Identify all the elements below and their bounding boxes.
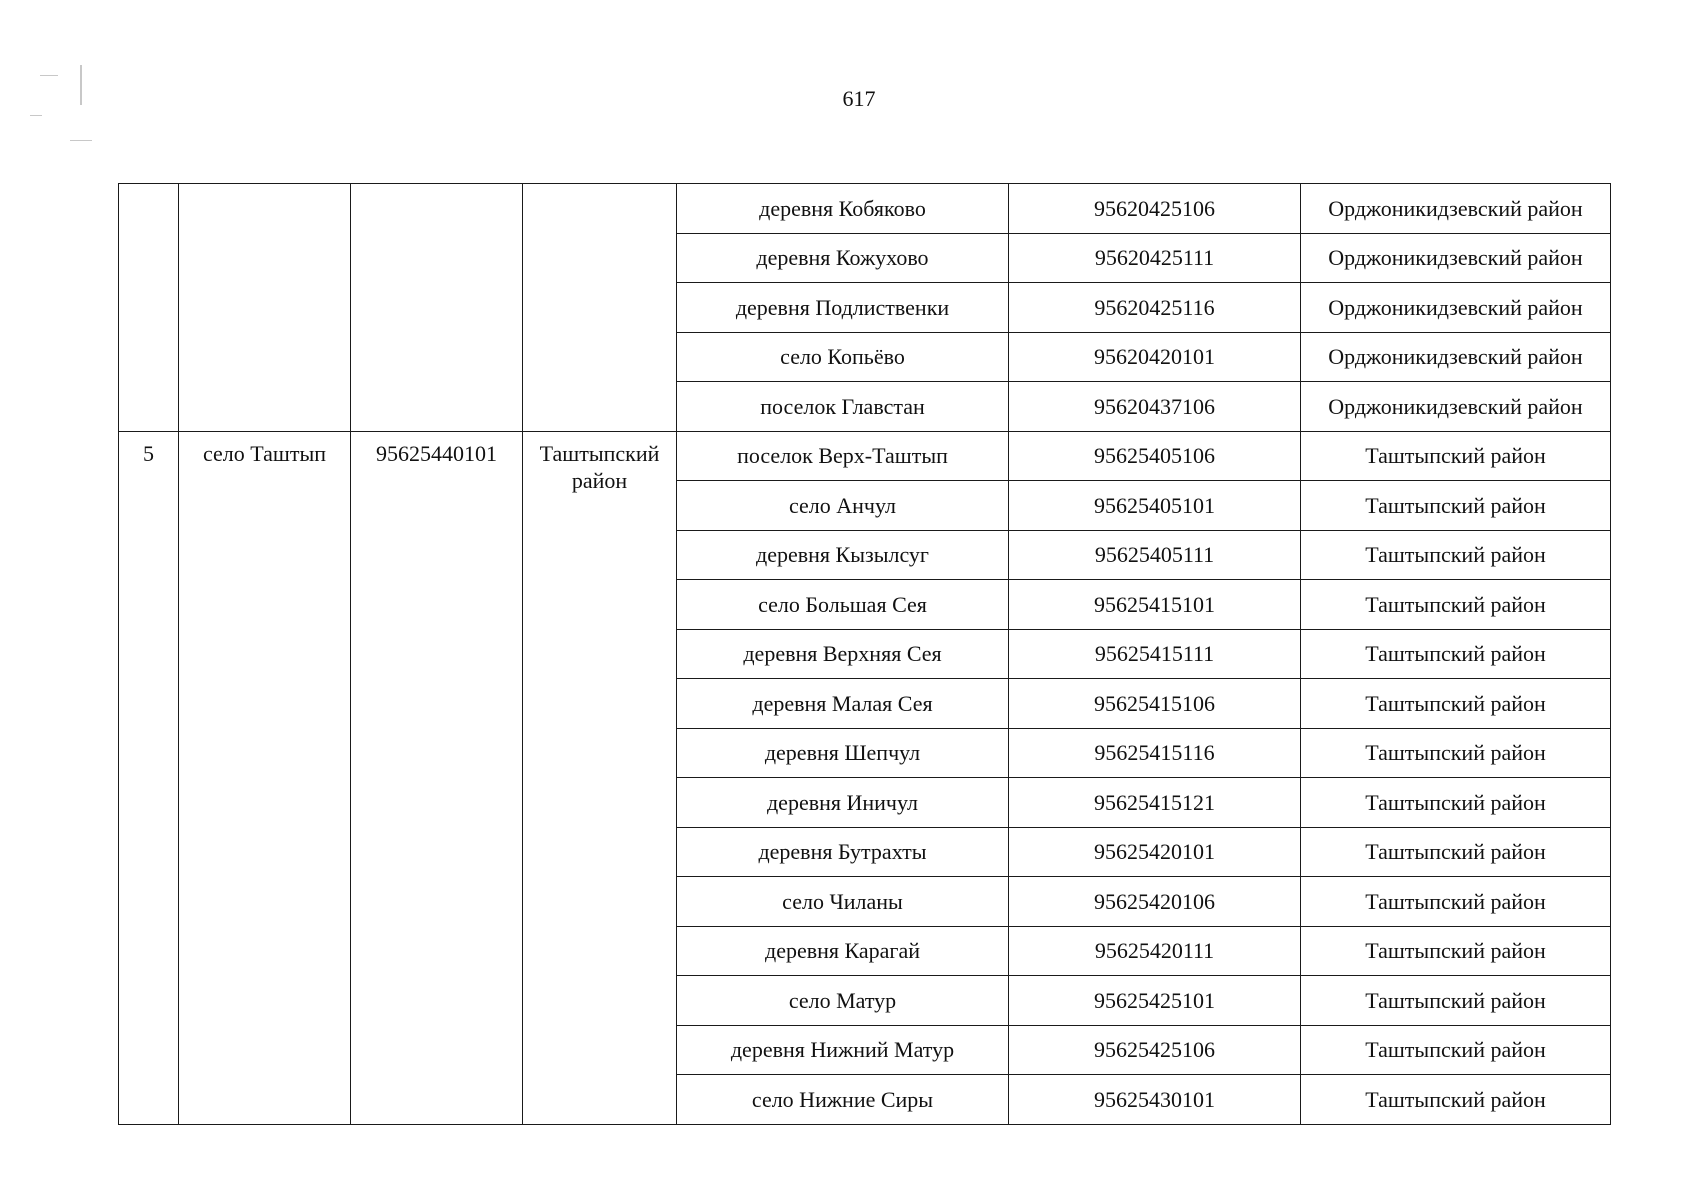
row-number-cell: 5 [119,431,179,1124]
settlement-name-cell: село Большая Сея [677,580,1009,630]
table-row [119,184,1611,234]
settlement-district-cell: Таштыпский район [1301,1025,1611,1075]
settlement-name-cell: деревня Кызылсуг [677,530,1009,580]
settlement-name-cell: поселок Верх-Таштып [677,431,1009,481]
settlement-name-cell: поселок Главстан [677,382,1009,432]
settlement-district-cell: Орджоникидзевский район [1301,382,1611,432]
table-body [119,184,1611,1125]
row-number-cell [119,184,179,432]
settlement-code-cell: 95625420101 [1009,827,1301,877]
admin-center-cell [179,184,351,432]
settlement-district-cell: Орджоникидзевский район [1301,184,1611,234]
settlement-name-cell: село Копьёво [677,332,1009,382]
settlement-district-cell: Таштыпский район [1301,926,1611,976]
settlement-name-cell: деревня Нижний Матур [677,1025,1009,1075]
admin-district-cell [523,184,677,432]
settlement-district-cell: Орджоникидзевский район [1301,233,1611,283]
settlement-name-cell: деревня Малая Сея [677,679,1009,729]
settlement-code-cell: 95620425111 [1009,233,1301,283]
settlement-code-cell: 95625415116 [1009,728,1301,778]
settlement-name-cell: деревня Подлиственки [677,283,1009,333]
admin-center-code-cell: 95625440101 [351,431,523,1124]
settlement-district-cell: Таштыпский район [1301,530,1611,580]
settlement-district-cell: Таштыпский район [1301,1075,1611,1125]
settlement-district-cell: Орджоникидзевский район [1301,332,1611,382]
settlement-name-cell: село Анчул [677,481,1009,531]
settlement-name-cell: деревня Иничул [677,778,1009,828]
admin-center-cell: село Таштып [179,431,351,1124]
settlement-code-cell: 95620425106 [1009,184,1301,234]
settlement-name-cell: село Чиланы [677,877,1009,927]
settlement-district-cell: Таштыпский район [1301,877,1611,927]
settlement-name-cell: деревня Бутрахты [677,827,1009,877]
settlement-code-cell: 95625415121 [1009,778,1301,828]
settlement-name-cell: село Нижние Сиры [677,1075,1009,1125]
scan-margin-marks [30,55,110,165]
page-number: 617 [842,86,876,111]
settlement-district-cell: Таштыпский район [1301,580,1611,630]
settlement-name-cell: деревня Шепчул [677,728,1009,778]
settlement-district-cell: Таштыпский район [1301,827,1611,877]
settlement-code-cell: 95625405111 [1009,530,1301,580]
admin-center-code-cell [351,184,523,432]
settlement-code-cell: 95625405106 [1009,431,1301,481]
settlement-district-cell: Таштыпский район [1301,481,1611,531]
settlement-code-cell: 95625425101 [1009,976,1301,1026]
settlement-code-cell: 95625420111 [1009,926,1301,976]
settlement-district-cell: Таштыпский район [1301,778,1611,828]
settlement-district-cell: Таштыпский район [1301,629,1611,679]
settlement-code-cell: 95625425106 [1009,1025,1301,1075]
settlement-district-cell: Таштыпский район [1301,431,1611,481]
settlement-district-cell: Таштыпский район [1301,728,1611,778]
settlement-district-cell: Орджоникидзевский район [1301,283,1611,333]
settlement-district-cell: Таштыпский район [1301,976,1611,1026]
table-row [119,431,1611,481]
settlement-name-cell: село Матур [677,976,1009,1026]
settlement-code-cell: 95625420106 [1009,877,1301,927]
settlement-code-cell: 95625415111 [1009,629,1301,679]
settlement-name-cell: деревня Кобяково [677,184,1009,234]
settlement-code-cell: 95625430101 [1009,1075,1301,1125]
settlement-code-cell: 95620425116 [1009,283,1301,333]
settlement-name-cell: деревня Карагай [677,926,1009,976]
settlement-name-cell: деревня Кожухово [677,233,1009,283]
admin-district-cell: Таштыпский район [523,431,677,1124]
settlements-table [118,183,1611,1125]
settlement-district-cell: Таштыпский район [1301,679,1611,729]
settlement-code-cell: 95620437106 [1009,382,1301,432]
settlement-code-cell: 95625405101 [1009,481,1301,531]
settlement-code-cell: 95625415106 [1009,679,1301,729]
settlement-name-cell: деревня Верхняя Сея [677,629,1009,679]
settlement-code-cell: 95620420101 [1009,332,1301,382]
settlement-code-cell: 95625415101 [1009,580,1301,630]
